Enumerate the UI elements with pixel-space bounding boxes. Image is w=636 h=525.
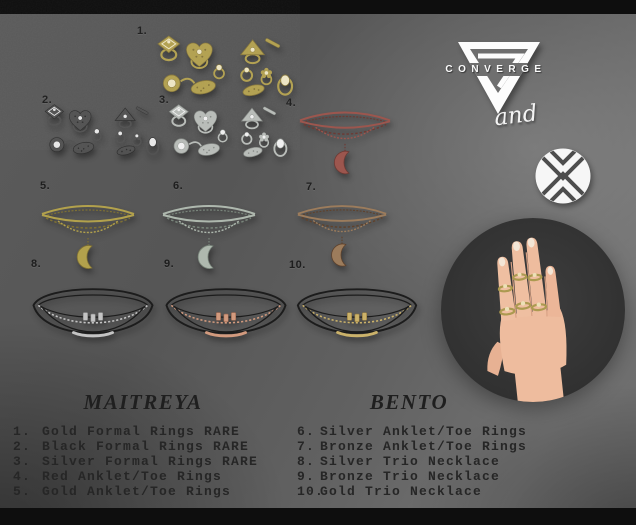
list-item-label: Red Anklet/Toe Rings [42, 468, 223, 484]
list-item-number: 4. [13, 468, 32, 484]
converge-wordmark: CONVERGE [445, 64, 547, 75]
bronze-trio-necklace-art [158, 276, 294, 356]
bento-column-title: BENTO [369, 390, 449, 414]
gold-anklet-art [36, 194, 140, 272]
list-item-number: 2. [13, 438, 32, 454]
list-item-label: Silver Anklet/Toe Rings [320, 424, 528, 439]
item-number-6: 6. [173, 180, 184, 192]
bento-item-list [297, 425, 527, 499]
item-number-7: 7. [306, 181, 317, 193]
item-number-2: 2. [42, 94, 53, 106]
list-item-label: Silver Trio Necklace [320, 453, 501, 469]
bottom-letterbox-bar [0, 508, 636, 525]
list-item [13, 440, 258, 455]
item-number-9: 9. [164, 258, 175, 270]
list-item-label: Black Formal Rings RARE [42, 438, 250, 454]
and-script-text: and [492, 100, 539, 132]
top-letterbox-bar [0, 0, 636, 14]
item-number-5: 5. [40, 180, 51, 192]
list-item [297, 440, 527, 455]
list-item-number: 1. [13, 424, 32, 439]
list-item-number: 7. [297, 438, 316, 454]
list-item [297, 425, 527, 440]
maitreya-item-list [13, 425, 258, 499]
list-item-number: 9. [297, 468, 316, 484]
gold-trio-necklace-art [293, 276, 421, 356]
item-number-1: 1. [137, 25, 148, 37]
x-logo [533, 146, 593, 206]
list-item-number: 8. [297, 453, 316, 469]
bronze-anklet-art [294, 194, 390, 270]
list-item-label: Silver Formal Rings RARE [42, 453, 259, 469]
list-item [297, 455, 527, 470]
gold-formal-rings-art [150, 34, 298, 105]
list-item [297, 485, 527, 500]
x-circle-icon [533, 146, 593, 206]
list-item-number: 6. [297, 424, 316, 439]
silver-trio-necklace-art [26, 276, 160, 356]
list-item [13, 485, 258, 500]
black-formal-rings-art [38, 103, 164, 163]
list-item-label: Gold Trio Necklace [320, 483, 483, 499]
list-item [13, 470, 258, 485]
list-item-number: 10. [297, 483, 325, 499]
list-item-label: Bronze Anklet/Toe Rings [320, 438, 528, 454]
silver-formal-rings-art [162, 103, 292, 165]
item-number-10: 10. [289, 259, 306, 271]
red-anklet-art [296, 100, 394, 178]
list-item-label: Bronze Trio Necklace [320, 468, 501, 484]
maitreya-column-title: MAITREYA [83, 390, 203, 414]
item-number-4: 4. [286, 97, 297, 109]
item-number-3: 3. [159, 94, 170, 106]
list-item [297, 470, 527, 485]
item-number-8: 8. [31, 258, 42, 270]
list-item [13, 455, 258, 470]
list-item-number: 3. [13, 453, 32, 469]
list-item-label: Gold Formal Rings RARE [42, 424, 241, 439]
hand-with-rings-photo [439, 216, 627, 404]
list-item-number: 5. [13, 483, 32, 499]
list-item-label: Gold Anklet/Toe Rings [42, 483, 232, 499]
list-item [13, 425, 258, 440]
